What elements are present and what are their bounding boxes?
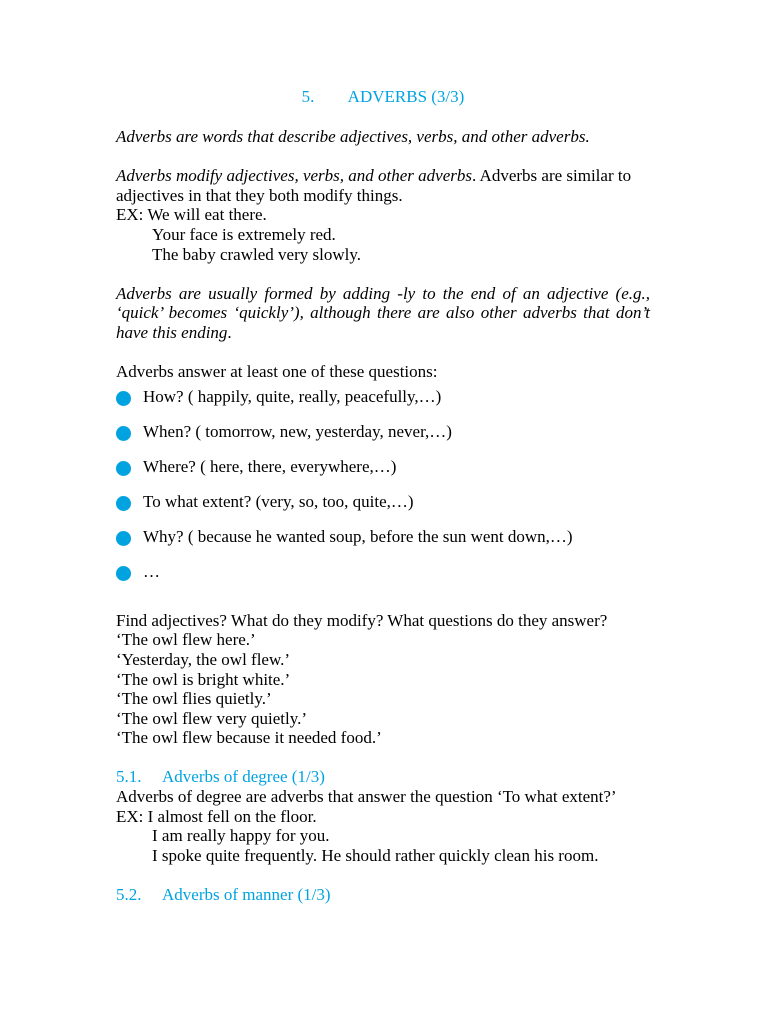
formation-italic: Adverbs are usually formed by adding -ly to the end of an adjective (e.g., ‘quick’ becomes ‘quickly’), although there are also other adverbs that don’t have this ending bbox=[116, 283, 650, 342]
example-line: EX: I almost fell on the floor. bbox=[116, 806, 317, 826]
exercise-block bbox=[116, 611, 650, 748]
exercise-sentence: ‘The owl flew because it needed food.’ bbox=[116, 728, 382, 748]
degree-section bbox=[116, 767, 650, 865]
manner-title: Adverbs of manner (1/3) bbox=[162, 885, 331, 905]
example-line: I am really happy for you. bbox=[152, 826, 330, 846]
manner-number: 5.2. bbox=[116, 885, 142, 905]
example-line: I spoke quite frequently. He should rather quickly clean his room. bbox=[152, 845, 599, 865]
modify-italic: Adverbs modify adjectives, verbs, and other adverbs bbox=[116, 166, 472, 186]
list-item bbox=[116, 487, 650, 522]
degree-heading bbox=[116, 767, 650, 787]
bullet-dot-icon bbox=[116, 496, 131, 511]
document-page bbox=[116, 87, 650, 905]
definition-paragraph: Adverbs are words that describe adjectives, verbs, and other adverbs. bbox=[116, 127, 590, 146]
chapter-title: ADVERBS (3/3) bbox=[347, 87, 465, 106]
list-item-text: How? ( happily, quite, really, peacefully,…) bbox=[143, 386, 442, 406]
example-line: EX: We will eat there. bbox=[116, 205, 267, 225]
manner-heading bbox=[116, 885, 650, 905]
exercise-sentence: ‘The owl flies quietly.’ bbox=[116, 689, 272, 709]
modify-text bbox=[116, 166, 650, 205]
modify-paragraph bbox=[116, 166, 650, 264]
bullet-dot-icon bbox=[116, 391, 131, 406]
list-item bbox=[116, 382, 650, 417]
bullet-dot-icon bbox=[116, 566, 131, 581]
list-item bbox=[116, 557, 650, 592]
chapter-number: 5. bbox=[301, 87, 315, 106]
list-item bbox=[116, 522, 650, 557]
exercise-sentence: ‘The owl flew very quietly.’ bbox=[116, 708, 308, 728]
list-item-text: … bbox=[143, 561, 160, 581]
exercise-sentence: ‘Yesterday, the owl flew.’ bbox=[116, 649, 291, 669]
formation-end: . bbox=[227, 322, 232, 342]
formation-paragraph bbox=[116, 284, 650, 343]
list-item-text: When? ( tomorrow, new, yesterday, never,…) bbox=[143, 421, 452, 441]
list-item-text: To what extent? (very, so, too, quite,…) bbox=[143, 491, 414, 511]
bullet-dot-icon bbox=[116, 461, 131, 476]
list-item-text: Why? ( because he wanted soup, before the sun went down,…) bbox=[143, 526, 573, 546]
exercise-sentence: ‘The owl flew here.’ bbox=[116, 630, 256, 650]
chapter-heading bbox=[116, 87, 650, 107]
exercise-prompt: Find adjectives? What do they modify? What questions do they answer? bbox=[116, 610, 608, 630]
degree-title: Adverbs of degree (1/3) bbox=[162, 767, 325, 787]
modify-rest: . Adverbs are similar to adjectives in that they both modify things. bbox=[116, 166, 632, 205]
list-item bbox=[116, 452, 650, 487]
example-line: Your face is extremely red. bbox=[152, 224, 336, 244]
exercise-sentence: ‘The owl is bright white.’ bbox=[116, 669, 291, 689]
example-line: The baby crawled very slowly. bbox=[152, 244, 361, 264]
questions-intro: Adverbs answer at least one of these questions: bbox=[116, 362, 438, 382]
list-item bbox=[116, 417, 650, 452]
questions-list bbox=[116, 382, 650, 592]
bullet-dot-icon bbox=[116, 531, 131, 546]
list-item-text: Where? ( here, there, everywhere,…) bbox=[143, 456, 397, 476]
bullet-dot-icon bbox=[116, 426, 131, 441]
degree-number: 5.1. bbox=[116, 767, 142, 787]
degree-definition: Adverbs of degree are adverbs that answer the question ‘To what extent?’ bbox=[116, 787, 617, 807]
